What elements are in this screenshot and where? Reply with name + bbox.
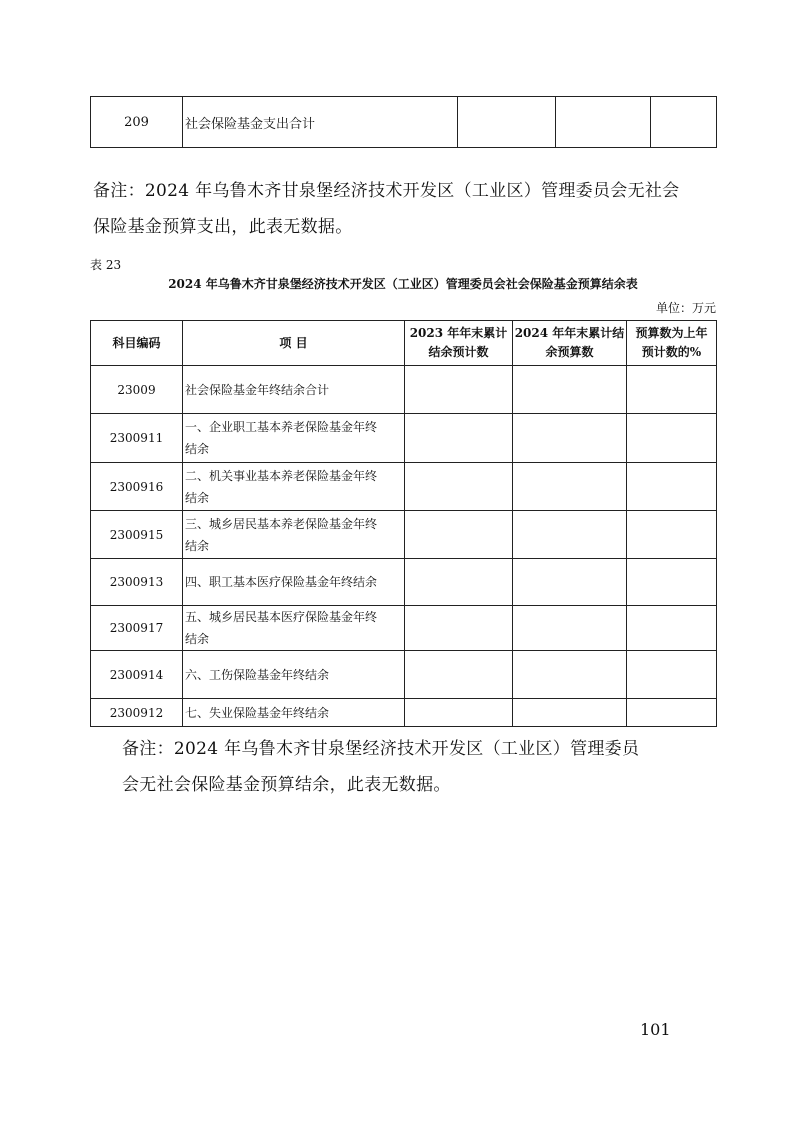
empty-cell — [513, 699, 627, 727]
table-row — [91, 511, 717, 559]
empty-cell — [405, 651, 513, 699]
subject-code: 2300911 — [91, 414, 183, 463]
empty-cell — [405, 366, 513, 414]
name-line: 五、城乡居民基本医疗保险基金年终 — [185, 610, 378, 624]
expenditure-table-tail — [90, 96, 717, 148]
subject-code: 2300917 — [91, 606, 183, 651]
remark-line: 保险基金预算支出，此表无数据。 — [93, 217, 353, 237]
empty-cell — [627, 463, 717, 511]
name-line: 三、城乡居民基本养老保险基金年终 — [185, 516, 378, 531]
empty-cell — [405, 414, 513, 463]
remark-expenditure — [93, 173, 733, 245]
empty-cell — [627, 606, 717, 651]
name-line: 结余 — [185, 632, 210, 646]
header-ratio — [627, 321, 717, 366]
empty-cell — [513, 559, 627, 606]
empty-cell — [556, 97, 651, 148]
table-title: 2024 年乌鲁木齐甘泉堡经济技术开发区（工业区）管理委员会社会保险基金预算结余表 — [168, 277, 638, 291]
header-line: 预算数为上年 — [635, 326, 708, 340]
empty-cell — [627, 651, 717, 699]
table-row — [91, 97, 717, 148]
table-row — [91, 606, 717, 651]
subject-name — [183, 606, 405, 651]
table-row — [91, 699, 717, 727]
header-line: 2024 年年末累计结 — [514, 326, 625, 340]
subject-code: 2300912 — [91, 699, 183, 727]
empty-cell — [513, 414, 627, 463]
name-line: 结余 — [185, 442, 210, 456]
subject-code: 2300915 — [91, 511, 183, 559]
empty-cell — [458, 97, 556, 148]
empty-cell — [627, 699, 717, 727]
header-line: 余预算数 — [545, 345, 594, 359]
empty-cell — [627, 414, 717, 463]
page-number: 101 — [640, 1020, 671, 1039]
remark-balance — [122, 731, 722, 803]
subject-name: 七、失业保险基金年终结余 — [183, 699, 405, 727]
subject-name — [183, 463, 405, 511]
subject-name — [183, 511, 405, 559]
header-line: 2023 年年末累计 — [409, 326, 508, 340]
subject-name: 社会保险基金年终结余合计 — [183, 366, 405, 414]
name-line: 二、机关事业基本养老保险基金年终 — [185, 468, 378, 483]
table-row — [91, 559, 717, 606]
empty-cell — [627, 559, 717, 606]
table-row — [91, 463, 717, 511]
table-number: 表 23 — [90, 258, 122, 272]
subject-name: 社会保险基金支出合计 — [183, 97, 458, 148]
empty-cell — [513, 366, 627, 414]
header-2023-balance — [405, 321, 513, 366]
subject-code: 2300916 — [91, 463, 183, 511]
empty-cell — [627, 366, 717, 414]
empty-cell — [513, 606, 627, 651]
name-line: 一、企业职工基本养老保险基金年终 — [185, 420, 378, 434]
header-item: 项 目 — [183, 321, 405, 366]
table-row — [91, 651, 717, 699]
table-row — [91, 414, 717, 463]
subject-name — [183, 414, 405, 463]
header-line: 结余预计数 — [428, 345, 489, 359]
subject-name: 六、工伤保险基金年终结余 — [183, 651, 405, 699]
header-2024-budget — [513, 321, 627, 366]
remark-line: 备注：2024 年乌鲁木齐甘泉堡经济技术开发区（工业区）管理委员 — [122, 739, 640, 759]
unit-label: 单位：万元 — [655, 301, 716, 315]
empty-cell — [651, 97, 717, 148]
empty-cell — [405, 699, 513, 727]
remark-line: 会无社会保险基金预算结余，此表无数据。 — [122, 775, 451, 795]
empty-cell — [513, 651, 627, 699]
subject-code: 209 — [91, 97, 183, 148]
subject-code: 23009 — [91, 366, 183, 414]
name-line: 结余 — [185, 538, 210, 553]
balance-table — [90, 320, 717, 727]
empty-cell — [405, 463, 513, 511]
subject-code: 2300913 — [91, 559, 183, 606]
empty-cell — [405, 606, 513, 651]
subject-name: 四、职工基本医疗保险基金年终结余 — [183, 559, 405, 606]
subject-code: 2300914 — [91, 651, 183, 699]
empty-cell — [627, 511, 717, 559]
name-line: 结余 — [185, 490, 210, 505]
empty-cell — [513, 511, 627, 559]
header-code: 科目编码 — [91, 321, 183, 366]
empty-cell — [513, 463, 627, 511]
empty-cell — [405, 559, 513, 606]
table-row — [91, 366, 717, 414]
header-line: 预计数的% — [641, 345, 702, 359]
table-header-row — [91, 321, 717, 366]
empty-cell — [405, 511, 513, 559]
remark-line: 备注：2024 年乌鲁木齐甘泉堡经济技术开发区（工业区）管理委员会无社会 — [93, 181, 680, 201]
